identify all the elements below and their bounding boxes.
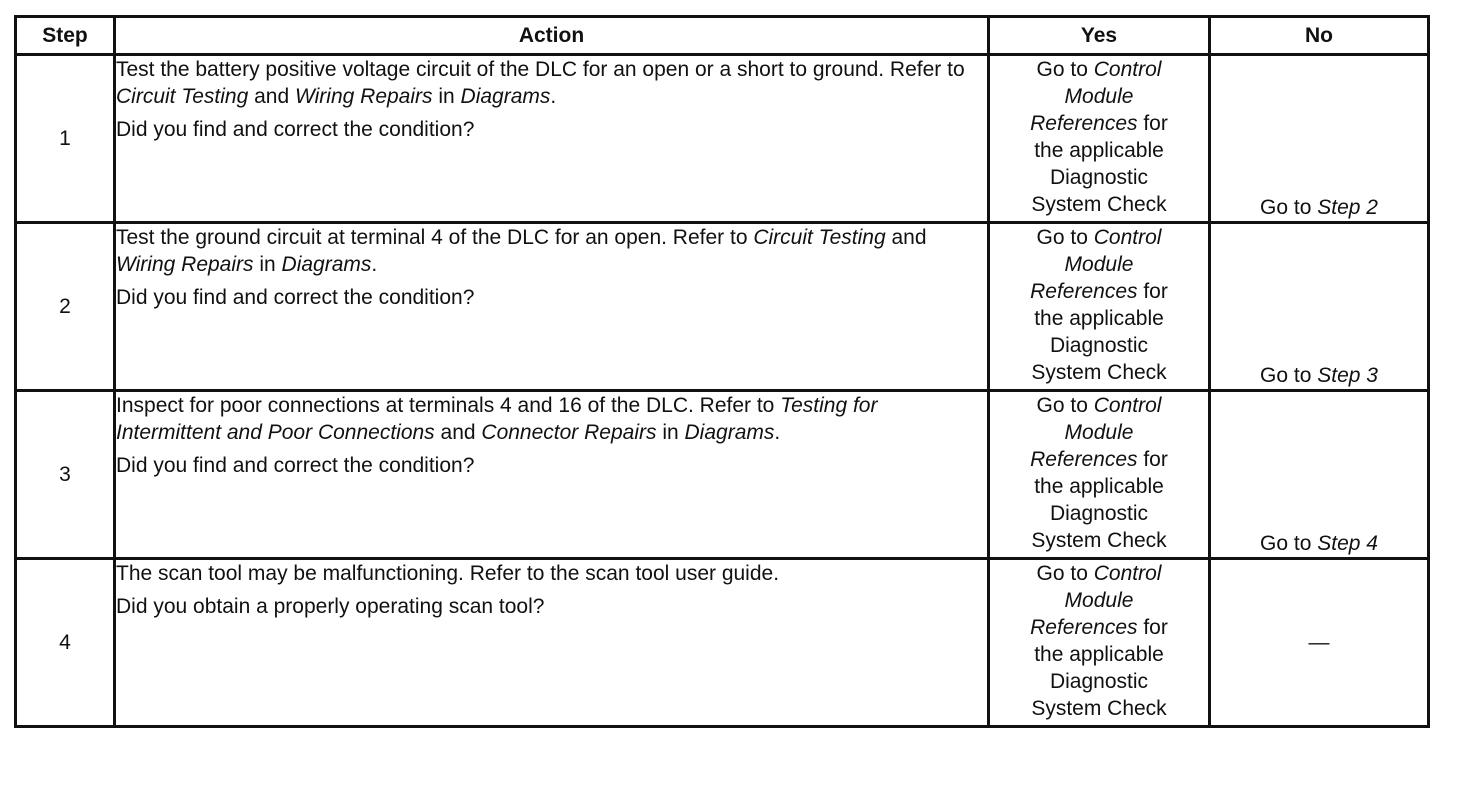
- header-no: No: [1210, 17, 1429, 55]
- table-row: [16, 559, 1429, 727]
- diagnostic-table: [14, 15, 1430, 728]
- no-cell: —: [1210, 559, 1429, 727]
- action-cell: [115, 559, 989, 727]
- action-question: Did you find and correct the condition?: [116, 118, 475, 141]
- yes-cell: Go to Control Module References for the applicable Diagnostic System Check: [989, 55, 1210, 223]
- action-cell: [115, 55, 989, 223]
- action-text: Inspect for poor connections at terminals 4 and 16 of the DLC. Refer to Testing for Intermittent and Poor Connections and Connector Repairs in Diagrams.: [116, 394, 878, 444]
- yes-cell: Go to Control Module References for the applicable Diagnostic System Check: [989, 223, 1210, 391]
- step-number: 1: [16, 55, 115, 223]
- no-cell: Go to Step 4: [1210, 391, 1429, 559]
- action-cell: [115, 223, 989, 391]
- action-question: Did you obtain a properly operating scan tool?: [116, 595, 545, 618]
- action-text: Test the ground circuit at terminal 4 of the DLC for an open. Refer to Circuit Testing and Wiring Repairs in Diagrams.: [116, 226, 927, 276]
- action-cell: [115, 391, 989, 559]
- header-row: [16, 17, 1429, 55]
- header-step: Step: [16, 17, 115, 55]
- table-row: [16, 55, 1429, 223]
- table-row: [16, 391, 1429, 559]
- no-cell: Go to Step 3: [1210, 223, 1429, 391]
- step-number: 2: [16, 223, 115, 391]
- action-text: The scan tool may be malfunctioning. Refer to the scan tool user guide.: [116, 562, 780, 585]
- yes-cell: Go to Control Module References for the applicable Diagnostic System Check: [989, 559, 1210, 727]
- yes-cell: Go to Control Module References for the applicable Diagnostic System Check: [989, 391, 1210, 559]
- step-number: 3: [16, 391, 115, 559]
- header-yes: Yes: [989, 17, 1210, 55]
- no-cell: Go to Step 2: [1210, 55, 1429, 223]
- action-question: Did you find and correct the condition?: [116, 454, 475, 477]
- action-text: Test the battery positive voltage circuit of the DLC for an open or a short to ground. Refer to Circuit Testing and Wiring Repairs in Diagrams.: [116, 58, 965, 108]
- table-row: [16, 223, 1429, 391]
- header-action: Action: [115, 17, 989, 55]
- step-number: 4: [16, 559, 115, 727]
- action-question: Did you find and correct the condition?: [116, 286, 475, 309]
